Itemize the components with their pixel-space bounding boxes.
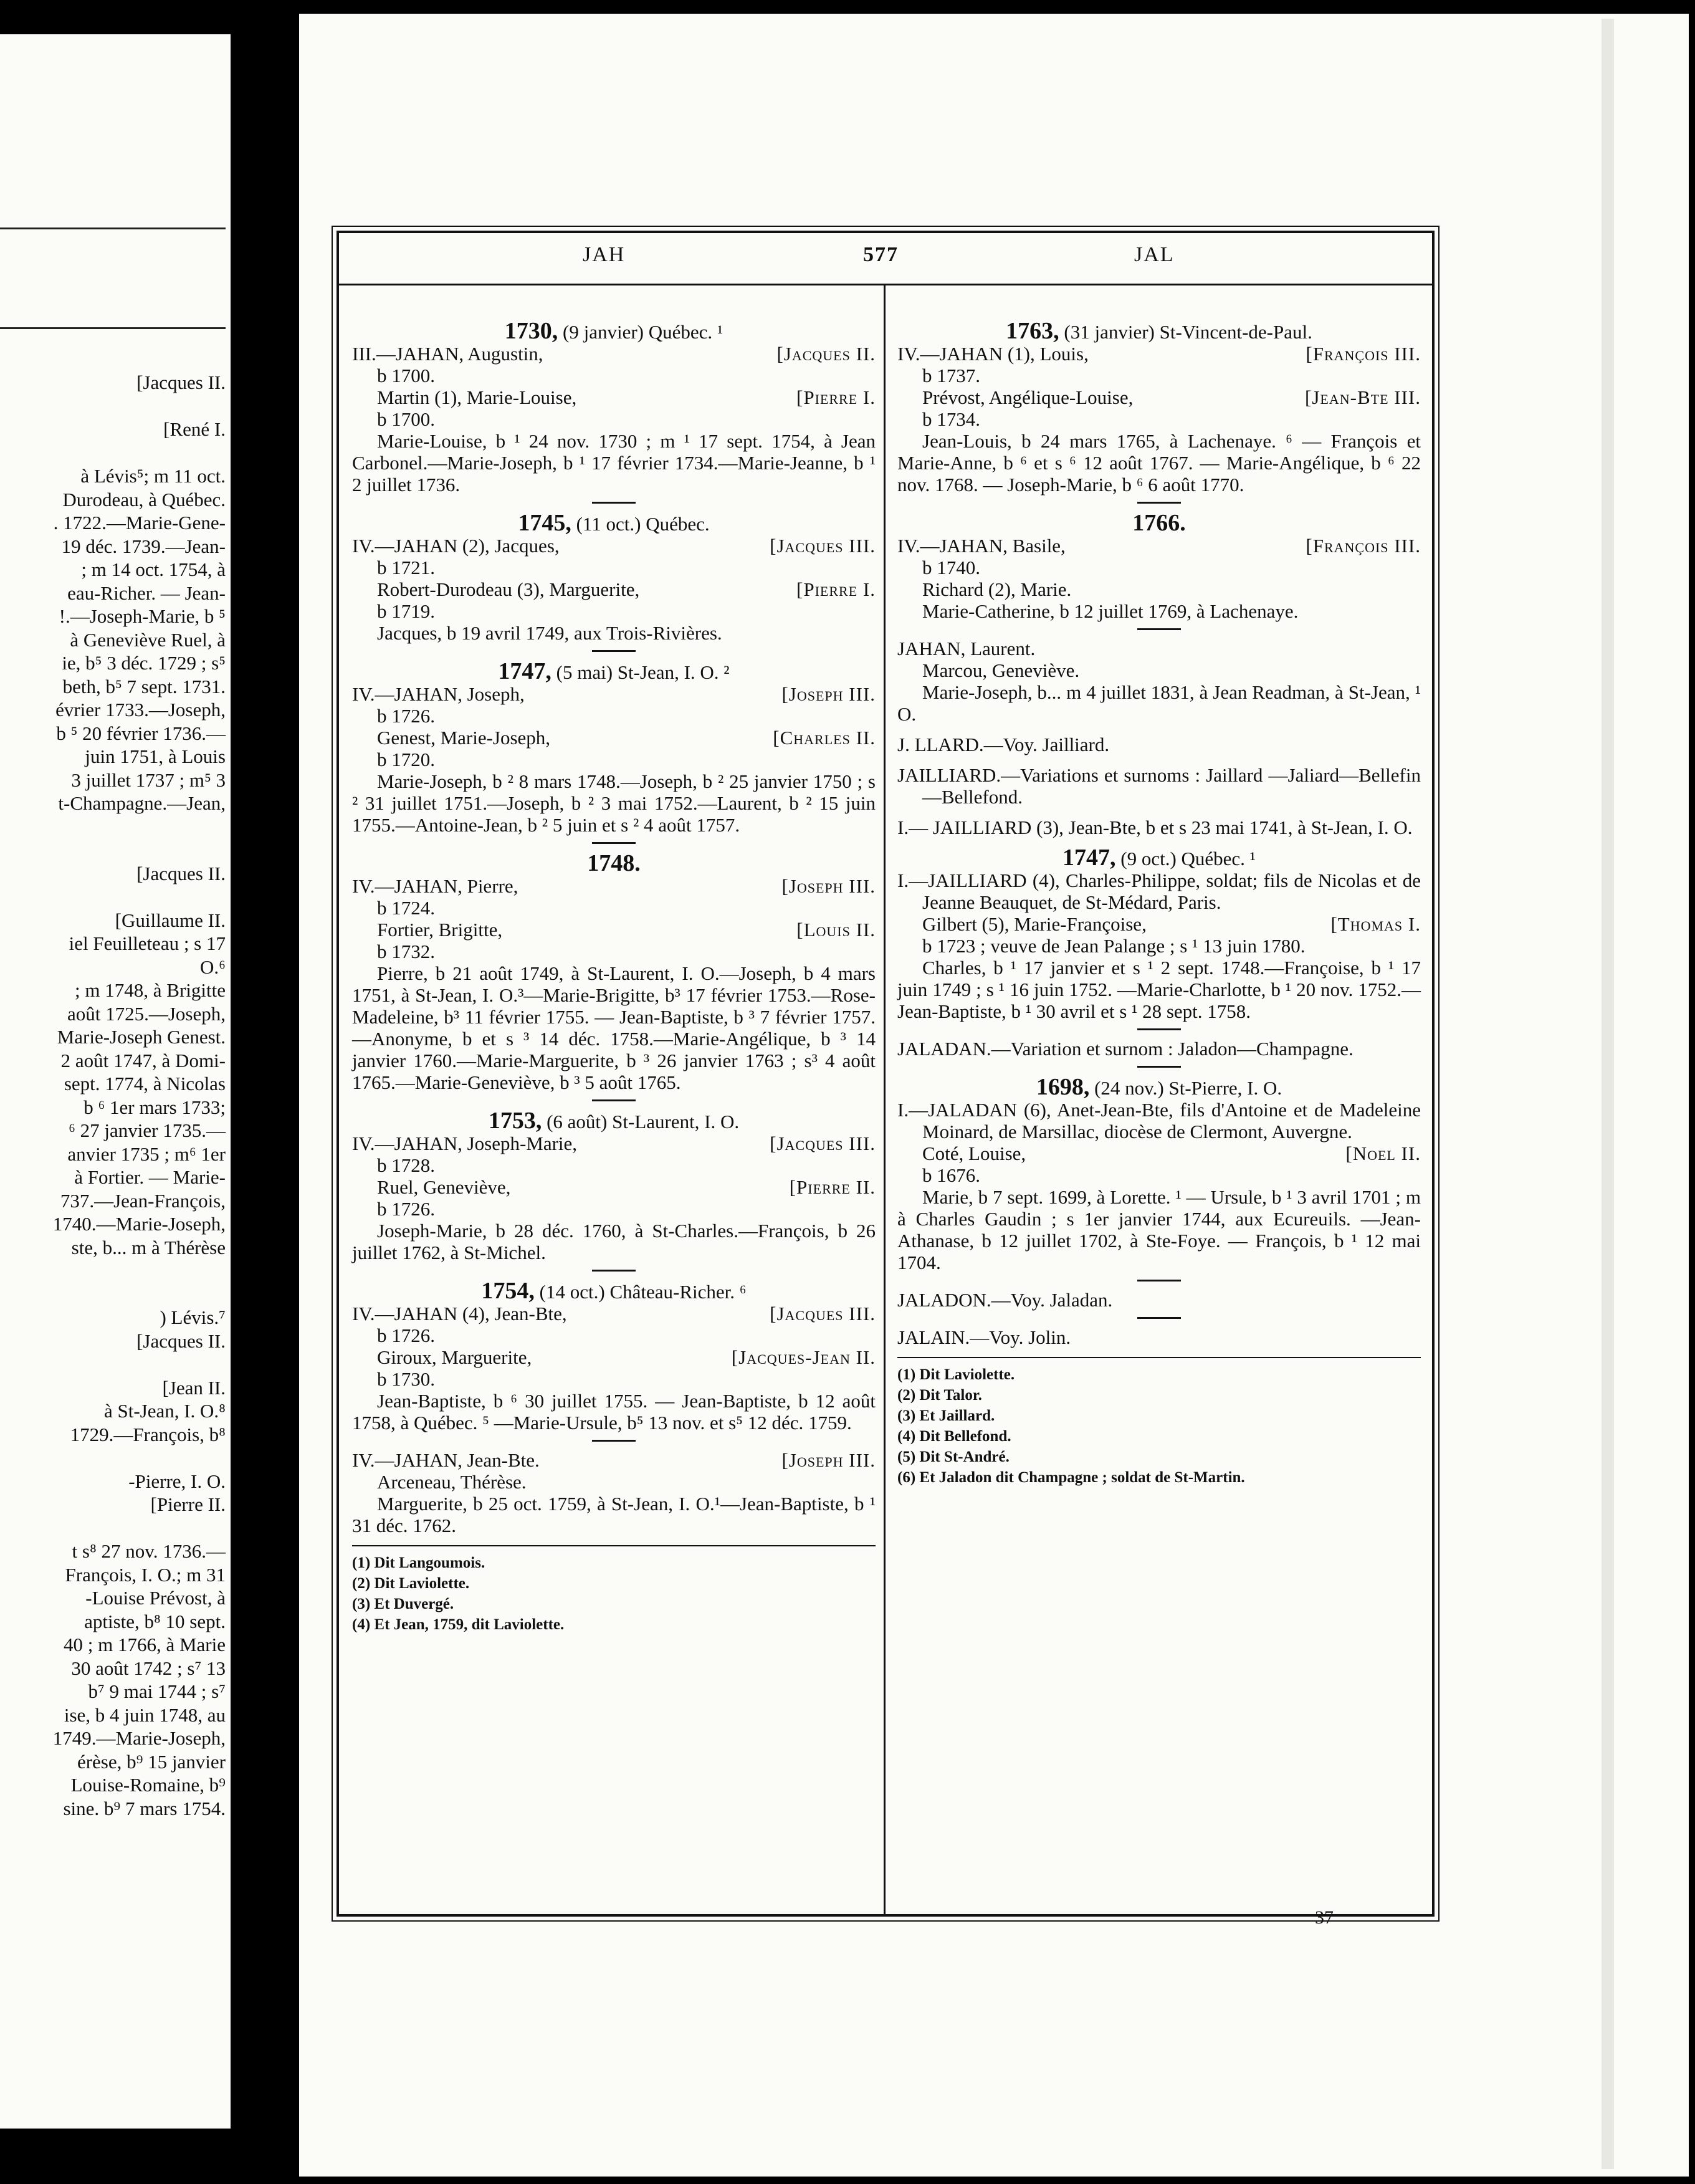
facing-page-line: [0, 395, 226, 418]
facing-page-line: 19 déc. 1739.—Jean-: [61, 535, 226, 557]
left-column: [352, 312, 876, 1635]
facing-page-line: O.⁶: [200, 956, 226, 978]
entry-husband: IV.—JAHAN, Joseph, [Joseph III.: [352, 683, 876, 705]
facing-page-line: érèse, b⁹ 15 janvier: [77, 1750, 226, 1773]
facing-page-line: Louise-Romaine, b⁹: [70, 1774, 226, 1796]
entry-husband: JAHAN, Laurent.: [897, 638, 1036, 659]
entry-wife: Giroux, Marguerite, [Jacques-Jean II.: [377, 1346, 876, 1368]
entry-separator: [1137, 1028, 1181, 1030]
facing-page-line: -Louise Prévost, à: [85, 1587, 226, 1609]
entry-separator: [592, 1099, 636, 1101]
entry-separator: [592, 1440, 636, 1442]
page-edge: [1602, 19, 1614, 2169]
facing-page-line: !.—Joseph-Marie, b ⁵: [59, 605, 226, 627]
entry-separator: [1137, 502, 1181, 504]
entry-husband: I.—JAILLIARD (4), Charles-Philippe, soldat; fils de Nicolas et de Jeanne Beauquet, de St-Médard, Paris.: [897, 869, 1421, 913]
facing-page-line: 1740.—Marie-Joseph,: [52, 1213, 226, 1235]
facing-page-line: ste, b... m à Thérèse: [71, 1236, 226, 1258]
facing-page-line: aptiste, b⁸ 10 sept.: [84, 1610, 226, 1632]
entry-children: Pierre, b 21 août 1749, à St-Laurent, I. O.—Joseph, b 4 mars 1751, à St-Jean, I. O.³—Marie-Brigitte, b³ 17 février 1753.—Rose-Madeleine, b³ 11 février 1755. — Jean-Baptiste, b ³ 7 février 1757.—Anonyme, b et s ³ 14 déc. 1758.—Marie-Angélique, b ³ 14 janvier 1760.—Marie-Marguerite, b ³ 26 janvier 1763 ; s³ 4 août 1765.—Marie-Geneviève, b ³ 5 août 1765.: [352, 962, 876, 1093]
facing-page-line: 30 août 1742 ; s⁷ 13: [71, 1657, 226, 1679]
entry-separator: [592, 1270, 636, 1272]
entry-year-heading: 1766.: [1132, 510, 1186, 536]
entry-husband: IV.—JAHAN (2), Jacques, [Jacques III.: [352, 535, 876, 557]
facing-page-line: t-Champagne.—Jean,: [58, 792, 226, 814]
column-divider: [884, 285, 886, 1915]
facing-page-line: [Pierre II.: [150, 1493, 226, 1515]
facing-page-line: eau-Richer. — Jean-: [67, 582, 226, 604]
facing-page-line: François, I. O.; m 31: [65, 1563, 226, 1586]
entry-husband: IV.—JAHAN (1), Louis, [François III.: [897, 343, 1421, 365]
facing-page-line: [0, 815, 226, 839]
entry-birth: b 1726.: [377, 1198, 435, 1220]
entry-wife: Coté, Louise, [Noel II.: [922, 1142, 1421, 1164]
facing-page-line: [Guillaume II.: [115, 909, 226, 931]
facing-page-line: 737.—Jean-François,: [60, 1189, 226, 1212]
entry-birth: b 1724.: [377, 897, 435, 919]
entry-children: Jacques, b 19 avril 1749, aux Trois-Rivières.: [377, 622, 722, 644]
header-right: JAL: [1134, 243, 1175, 266]
footnote: (1) Dit Laviolette.: [897, 1366, 1015, 1383]
footnote-rule: [352, 1545, 876, 1546]
entry-wife: Marcou, Geneviève.: [922, 659, 1080, 681]
entry-children: Joseph-Marie, b 28 déc. 1760, à St-Charles.—François, b 26 juillet 1762, à St-Michel.: [352, 1220, 876, 1263]
facing-page-rule: [0, 228, 226, 229]
entry-children: Jean-Louis, b 24 mars 1765, à Lachenaye. ⁶ — François et Marie-Anne, b ⁶ et s ⁶ 12 août 1767. — Marie-Angélique, b ⁶ 22 nov. 1768. — Joseph-Marie, b ⁶ 6 août 1770.: [897, 430, 1421, 496]
facing-page-line: à Lévis⁵; m 11 oct.: [80, 465, 226, 487]
entry-wife: Genest, Marie-Joseph, [Charles II.: [377, 727, 876, 749]
facing-page-line: [0, 1353, 226, 1376]
entry-children: Marie-Joseph, b ² 8 mars 1748.—Joseph, b ² 25 janvier 1750 ; s ² 31 juillet 1751.—Joseph, b ² 3 mai 1752.—Laurent, b ² 15 juin 1755.—Antoine-Jean, b ² 5 juin et s ² 4 août 1757.: [352, 770, 876, 836]
facing-page-line: août 1725.—Joseph,: [67, 1002, 226, 1025]
facing-page-rule: [0, 327, 226, 329]
footnote: (6) Et Jaladon dit Champagne ; soldat de St-Martin.: [897, 1469, 1245, 1486]
facing-page-line: ; m 14 oct. 1754, à: [81, 558, 226, 580]
facing-page-line: 2 août 1747, à Domi-: [60, 1049, 226, 1071]
facing-page-line: évrier 1733.—Joseph,: [55, 699, 226, 721]
entry-year-heading: 1747, (9 oct.) Québec. ¹: [1062, 845, 1256, 871]
entry-year-heading: 1753, (6 août) St-Laurent, I. O.: [488, 1108, 740, 1134]
entry-birth: b 1700.: [377, 408, 435, 430]
entry-wife: Ruel, Geneviève, [Pierre II.: [377, 1176, 876, 1198]
entry-children: Marguerite, b 25 oct. 1759, à St-Jean, I. O.¹—Jean-Baptiste, b ¹ 31 déc. 1762.: [352, 1493, 876, 1536]
facing-page-line: ⁶ 27 janvier 1735.—: [69, 1119, 226, 1141]
entry-birth: b 1740.: [922, 557, 980, 578]
facing-page: [0, 34, 231, 2129]
facing-page-line: b ⁶ 1er mars 1733;: [84, 1096, 226, 1118]
entry-wife: Fortier, Brigitte, [Louis II.: [377, 919, 876, 941]
footnote: (3) Et Duvergé.: [352, 1596, 454, 1612]
footnote: (5) Dit St-André.: [897, 1449, 1010, 1465]
facing-page-line: ; m 1748, à Brigitte: [75, 979, 226, 1001]
footnote: (4) Dit Bellefond.: [897, 1428, 1011, 1445]
entry-year-heading: 1698, (24 nov.) St-Pierre, I. O.: [1036, 1074, 1282, 1100]
footnote: (3) Et Jaillard.: [897, 1407, 995, 1424]
facing-page-line: [0, 441, 226, 465]
facing-page-line: [0, 1516, 226, 1540]
facing-page-line: ) Lévis.⁷: [160, 1306, 226, 1328]
entry-birth: b 1728.: [377, 1154, 435, 1176]
entry-children: Marie-Joseph, b... m 4 juillet 1831, à Jean Readman, à St-Jean, ¹ O.: [897, 681, 1421, 725]
facing-page-line: sine. b⁹ 7 mars 1754.: [63, 1797, 226, 1819]
entry-separator: [592, 502, 636, 504]
facing-page-line: [Jacques II.: [136, 371, 226, 393]
facing-page-line: [0, 838, 226, 862]
entry-separator: [1137, 1066, 1181, 1068]
header-left: JAH: [583, 243, 626, 266]
entry-year-heading: 1730, (9 janvier) Québec. ¹: [504, 318, 723, 344]
entry-year-heading: 1748.: [587, 850, 641, 876]
entry-husband: I.—JALADAN (6), Anet-Jean-Bte, fils d'Antoine et de Madeleine Moinard, de Marsillac, diocèse de Clermont, Auvergne.: [897, 1099, 1421, 1142]
facing-page-text: [0, 371, 226, 1820]
cross-reference: JALAIN.—Voy. Jolin.: [897, 1326, 1071, 1348]
entry-birth: b 1720.: [377, 749, 435, 770]
facing-page-line: -Pierre, I. O.: [128, 1470, 226, 1492]
facing-page-line: ise, b 4 juin 1748, au: [64, 1703, 226, 1726]
entry-birth: b 1719.: [377, 600, 435, 622]
footnote: (1) Dit Langoumois.: [352, 1554, 485, 1571]
entry-separator: [1137, 1317, 1181, 1319]
footnote: (2) Dit Talor.: [897, 1387, 982, 1404]
facing-page-line: Durodeau, à Québec.: [62, 488, 226, 510]
header-rule: [339, 284, 1432, 285]
facing-page-line: b⁷ 9 mai 1744 ; s⁷: [88, 1680, 226, 1702]
entry-children: Jean-Baptiste, b ⁶ 30 juillet 1755. — Jean-Baptiste, b 12 août 1758, à Québec. ⁵ —Marie-Ursule, b⁵ 13 nov. et s⁵ 12 déc. 1759.: [352, 1390, 876, 1434]
entry-birth: b 1726.: [377, 1324, 435, 1346]
facing-page-line: [0, 1259, 226, 1283]
entry-separator: [592, 842, 636, 844]
facing-page-line: [0, 1446, 226, 1470]
entry-wife: Richard (2), Marie.: [922, 578, 1072, 600]
entry-husband: IV.—JAHAN, Basile, [François III.: [897, 535, 1421, 557]
entry-wife: Robert-Durodeau (3), Marguerite, [Pierre I.: [377, 578, 876, 600]
facing-page-line: [Jacques II.: [136, 862, 226, 884]
facing-page-line: Marie-Joseph Genest.: [57, 1026, 226, 1048]
entry-wife: Martin (1), Marie-Louise, [Pierre I.: [377, 386, 876, 408]
entry-birth: b 1723 ; veuve de Jean Palange ; s ¹ 13 juin 1780.: [922, 935, 1306, 957]
entry-wife: Gilbert (5), Marie-Françoise, [Thomas I.: [922, 913, 1421, 935]
entry-year-heading: 1754, (14 oct.) Château-Richer. ⁶: [481, 1278, 747, 1304]
facing-page-line: anvier 1735 ; m⁶ 1er: [67, 1142, 226, 1165]
entry-birth: b 1726.: [377, 705, 435, 727]
surname-variations: JALADAN.—Variation et surnom : Jaladon—Champagne.: [897, 1038, 1354, 1060]
entry-children: Marie-Catherine, b 12 juillet 1769, à Lachenaye.: [922, 600, 1299, 622]
page-signature-number: 37: [1315, 1907, 1334, 1928]
facing-page-line: à Geneviève Ruel, à: [70, 628, 226, 651]
facing-page-line: [Jacques II.: [136, 1329, 226, 1352]
facing-page-line: . 1722.—Marie-Gene-: [53, 512, 226, 534]
right-column: [897, 312, 1421, 1488]
facing-page-line: 1729.—François, b⁸: [70, 1423, 226, 1445]
footnote-rule: [897, 1357, 1421, 1358]
entry-single: I.— JAILLIARD (3), Jean-Bte, b et s 23 mai 1741, à St-Jean, I. O.: [897, 817, 1413, 838]
footnote: (2) Dit Laviolette.: [352, 1575, 470, 1592]
facing-page-line: 1749.—Marie-Joseph,: [52, 1727, 226, 1749]
entry-husband: IV.—JAHAN, Pierre, [Joseph III.: [352, 875, 876, 897]
facing-page-line: 40 ; m 1766, à Marie: [63, 1634, 226, 1655]
entry-year-heading: 1745, (11 oct.) Québec.: [518, 510, 710, 536]
entry-husband: IV.—JAHAN (4), Jean-Bte, [Jacques III.: [352, 1303, 876, 1324]
entry-birth: b 1730.: [377, 1368, 435, 1390]
entry-children: Charles, b ¹ 17 janvier et s ¹ 2 sept. 1748.—Françoise, b ¹ 17 juin 1749 ; s ¹ 16 juin 1752. —Marie-Charlotte, b ¹ 20 nov. 1752.— Jean-Baptiste, b ¹ 30 avril et s ¹ 28 sept. 1758.: [897, 957, 1421, 1022]
header-page-number: 577: [863, 243, 899, 266]
facing-page-line: juin 1751, à Louis: [85, 745, 226, 767]
facing-page-line: t s⁸ 27 nov. 1736.—: [72, 1540, 226, 1562]
entry-year-heading: 1763, (31 janvier) St-Vincent-de-Paul.: [1006, 318, 1312, 344]
entry-separator: [592, 650, 636, 652]
facing-page-line: iel Feuilleteau ; s 17: [69, 932, 226, 954]
surname-variations: JAILLIARD.—Variations et surnoms : Jaillard —Jaliard—Bellefin—Bellefond.: [897, 764, 1421, 808]
entry-husband: IV.—JAHAN, Jean-Bte. [Joseph III.: [352, 1449, 876, 1471]
facing-page-line: b ⁵ 20 février 1736.—: [56, 722, 226, 744]
facing-page-line: à St-Jean, I. O.⁸: [103, 1400, 226, 1422]
facing-page-line: [René I.: [163, 418, 226, 440]
cross-reference: JALADON.—Voy. Jaladan.: [897, 1289, 1113, 1311]
entry-children: Marie, b 7 sept. 1699, à Lorette. ¹ — Ursule, b ¹ 3 avril 1701 ; m à Charles Gaudin ; s 1er janvier 1744, aux Ecureuils. —Jean-Athanase, b 12 juillet 1702, à Ste-Foye. — François, b ¹ 12 mai 1704.: [897, 1186, 1421, 1273]
entry-husband: IV.—JAHAN, Joseph-Marie, [Jacques III.: [352, 1133, 876, 1154]
cross-reference: J. LLARD.—Voy. Jailliard.: [897, 734, 1110, 755]
entry-husband: III.—JAHAN, Augustin, [Jacques II.: [352, 343, 876, 365]
entry-birth: b 1700.: [377, 365, 435, 386]
facing-page-line: ie, b⁵ 3 déc. 1729 ; s⁵: [62, 652, 226, 674]
facing-page-line: [0, 885, 226, 909]
facing-page-line: à Fortier. — Marie-: [74, 1166, 226, 1188]
entry-birth: b 1721.: [377, 557, 435, 578]
entry-birth: b 1676.: [922, 1164, 980, 1186]
entry-separator: [1137, 628, 1181, 630]
facing-page-line: [0, 1283, 226, 1306]
entry-wife: Prévost, Angélique-Louise, [Jean-Bte III.: [922, 386, 1421, 408]
entry-birth: b 1737.: [922, 365, 980, 386]
facing-page-line: sept. 1774, à Nicolas: [64, 1073, 226, 1094]
entry-children: Marie-Louise, b ¹ 24 nov. 1730 ; m ¹ 17 sept. 1754, à Jean Carbonel.—Marie-Joseph, b ¹ 17 février 1734.—Marie-Jeanne, b ¹ 2 juillet 1736.: [352, 430, 876, 496]
entry-birth: b 1732.: [377, 941, 435, 962]
footnote: (4) Et Jean, 1759, dit Laviolette.: [352, 1616, 565, 1633]
facing-page-line: beth, b⁵ 7 sept. 1731.: [62, 675, 226, 697]
entry-separator: [1137, 1280, 1181, 1281]
facing-page-line: [Jean II.: [162, 1376, 226, 1399]
entry-year-heading: 1747, (5 mai) St-Jean, I. O. ²: [498, 658, 730, 684]
entry-wife: Arceneau, Thérèse.: [377, 1471, 527, 1493]
entry-birth: b 1734.: [922, 408, 980, 430]
facing-page-line: 3 juillet 1737 ; m⁵ 3: [71, 769, 226, 791]
